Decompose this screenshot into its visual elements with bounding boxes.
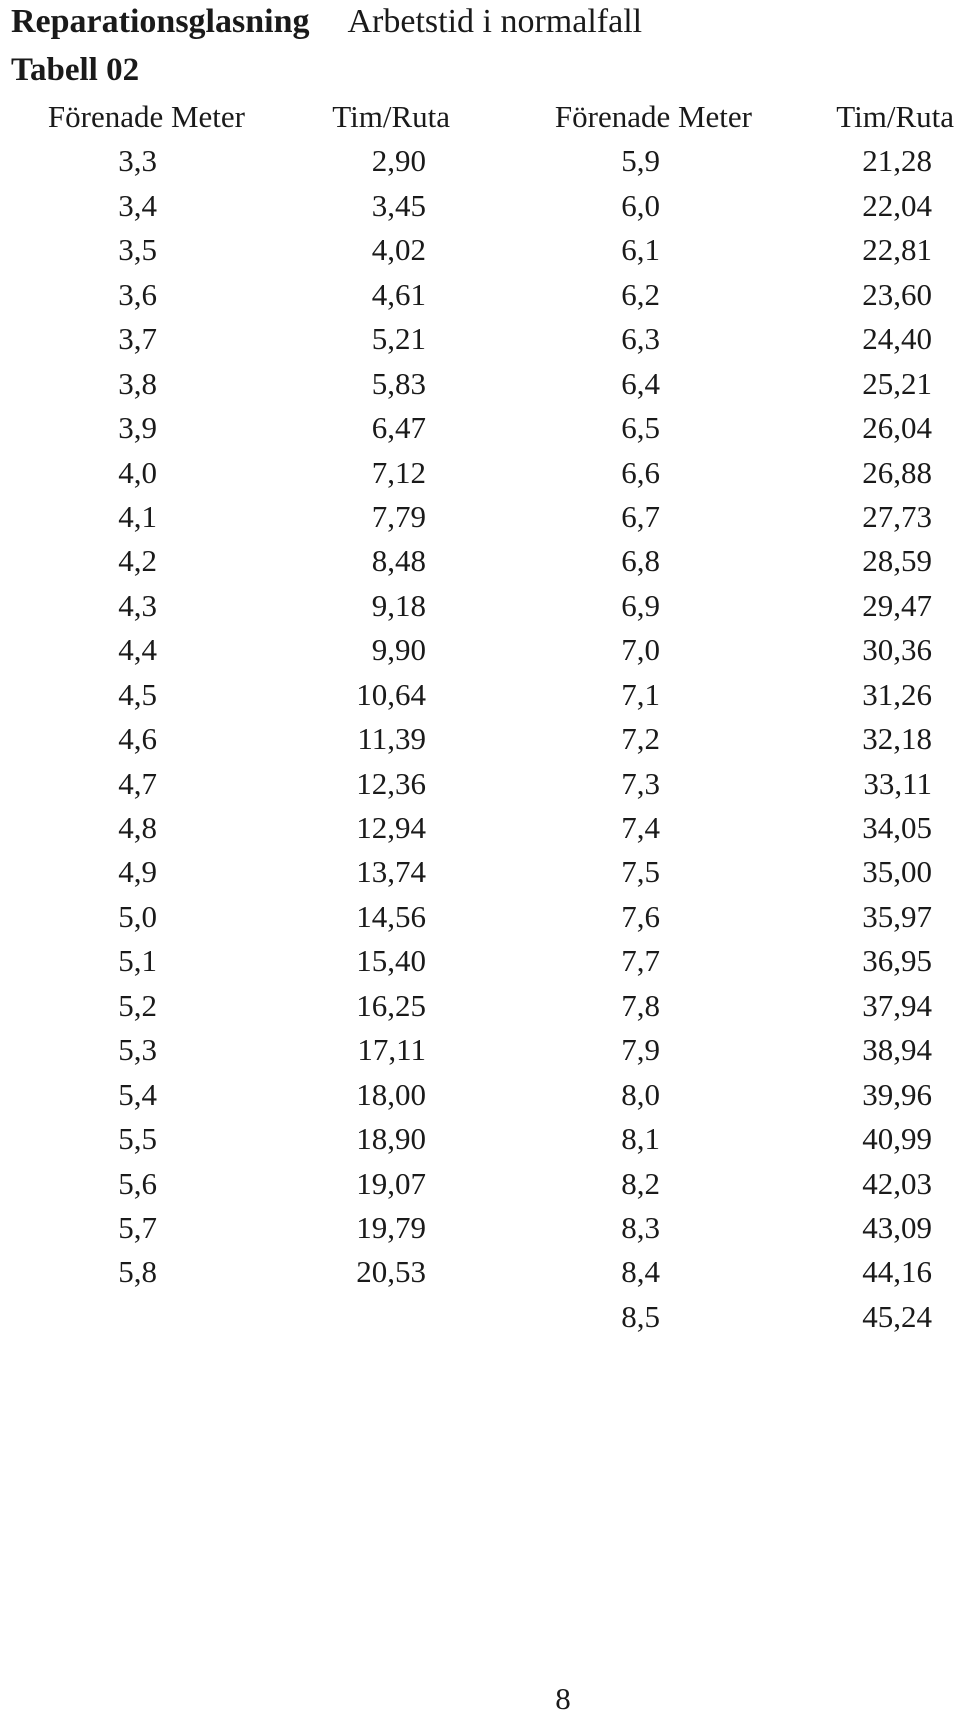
table-cell: 7,6 [621,898,660,934]
table-cell: 7,9 [621,1032,660,1068]
table-label: Tabell 02 [11,52,140,88]
table-cell: 17,11 [357,1032,426,1068]
table-cell: 8,48 [371,543,426,579]
table-cell: 36,95 [862,943,932,979]
table-cell: 3,7 [118,321,157,357]
table-cell: 7,2 [621,721,660,757]
table-cell: 19,07 [356,1165,426,1201]
column-header: Förenade Meter [47,99,245,134]
table-cell: 7,4 [621,810,660,845]
table-cell: 37,94 [862,987,932,1023]
table-cell: 25,21 [862,365,932,401]
document-subtitle: Arbetstid i normalfall [347,3,643,40]
column-left-hours [240,95,450,1295]
table-cell: 27,73 [862,498,932,534]
table-cell: 6,6 [621,454,660,490]
table-cell: 6,1 [621,232,660,268]
table-cell: 19,79 [356,1209,426,1245]
column-header: Tim/Ruta [836,99,954,134]
table-cell: 31,26 [862,676,932,712]
table-cell: 7,8 [621,987,660,1023]
table-cell: 28,59 [862,543,932,579]
column-right-hours [720,95,954,1339]
table-cell: 4,02 [371,232,426,268]
table-cell: 10,64 [356,676,426,712]
table-cell: 22,81 [862,232,932,268]
table-cell: 34,05 [862,810,932,845]
table-cell: 4,1 [118,498,157,534]
table-cell: 16,25 [356,987,426,1023]
table-cell: 4,8 [118,810,157,845]
table-cell: 4,3 [118,587,157,623]
table-cell: 9,90 [371,632,426,668]
table-cell: 5,5 [118,1121,157,1157]
table-cell: 15,40 [356,943,426,979]
table-cell: 13,74 [356,854,426,890]
table-cell: 22,04 [862,187,932,223]
table-cell: 4,6 [118,721,157,757]
table-cell: 42,03 [862,1165,932,1201]
table-cell: 4,0 [118,454,157,490]
table-cell: 29,47 [862,587,932,623]
table-cell: 12,36 [356,765,426,801]
table-cell: 18,90 [356,1121,426,1157]
table-cell: 4,4 [118,632,157,668]
table-cell: 24,40 [862,321,932,357]
table-cell: 5,0 [118,898,157,934]
table-cell: 7,12 [371,454,426,490]
table-cell: 5,21 [371,321,426,357]
table-cell: 4,9 [118,854,157,890]
table-cell: 6,9 [621,587,660,623]
table-cell: 33,11 [863,765,932,801]
table-cell: 21,28 [862,143,932,179]
table-cell: 5,9 [621,143,660,179]
table-cell: 4,2 [118,543,157,579]
table-cell: 45,24 [862,1298,932,1334]
table-cell: 26,04 [862,410,932,446]
table-cell: 3,6 [118,276,157,312]
column-left-meter [0,95,245,1295]
table-cell: 7,79 [371,498,426,534]
table-cell: 43,09 [862,1209,932,1245]
table-cell: 32,18 [862,721,932,757]
table-cell: 3,3 [118,143,157,179]
table-cell: 7,1 [621,676,660,712]
table-cell: 6,5 [621,410,660,446]
table-cell: 44,16 [862,1254,932,1290]
page-heading [11,2,642,42]
table-cell: 5,83 [371,365,426,401]
table-cell: 6,4 [621,365,660,401]
table-cell: 7,0 [621,632,660,668]
table-cell: 5,2 [118,987,157,1023]
table-cell: 5,4 [118,1076,157,1112]
table-cell: 6,47 [371,410,426,446]
table-cell: 40,99 [862,1121,932,1157]
table-cell: 5,6 [118,1165,157,1201]
table-cell: 6,7 [621,498,660,534]
table-cell: 8,2 [621,1165,660,1201]
table-cell: 6,2 [621,276,660,312]
table-cell: 3,4 [118,187,157,223]
table-cell: 3,5 [118,232,157,268]
table-cell: 8,5 [621,1298,660,1334]
table-cell: 23,60 [862,276,932,312]
table-cell: 6,0 [621,187,660,223]
table-cell: 3,8 [118,365,157,401]
table-cell: 3,45 [371,187,426,223]
table-cell: 18,00 [356,1076,426,1112]
table-cell: 38,94 [862,1032,932,1068]
column-header: Förenade Meter [554,99,752,134]
table-cell: 8,0 [621,1076,660,1112]
table-cell: 26,88 [862,454,932,490]
table-cell: 39,96 [862,1076,932,1112]
table-cell: 9,18 [371,587,426,623]
table-cell: 5,7 [118,1209,157,1245]
table-cell: 12,94 [356,810,426,845]
column-right-meter [500,95,752,1339]
table-cell: 3,9 [118,410,157,446]
table-cell: 11,39 [357,721,426,757]
table-cell: 5,8 [118,1254,157,1290]
table-cell: 4,61 [371,276,426,312]
table-cell: 5,1 [118,943,157,979]
table-cell: 20,53 [356,1254,426,1290]
document-title: Reparationsglasning [11,3,310,40]
column-header: Tim/Ruta [332,99,450,134]
table-cell: 2,90 [371,143,426,179]
table-cell: 7,5 [621,854,660,890]
table-cell: 30,36 [862,632,932,668]
table-cell: 7,7 [621,943,660,979]
table-cell: 6,3 [621,321,660,357]
table-cell: 6,8 [621,543,660,579]
page-number: 8 [555,1681,571,1716]
table-cell: 35,97 [862,898,932,934]
table-cell: 4,5 [118,676,157,712]
table-cell: 5,3 [118,1032,157,1068]
table-cell: 8,3 [621,1209,660,1245]
table-cell: 8,4 [621,1254,660,1290]
table-cell: 8,1 [621,1121,660,1157]
table-cell: 14,56 [356,898,426,934]
table-cell: 35,00 [862,854,932,890]
table-cell: 4,7 [118,765,157,801]
table-cell: 7,3 [621,765,660,801]
